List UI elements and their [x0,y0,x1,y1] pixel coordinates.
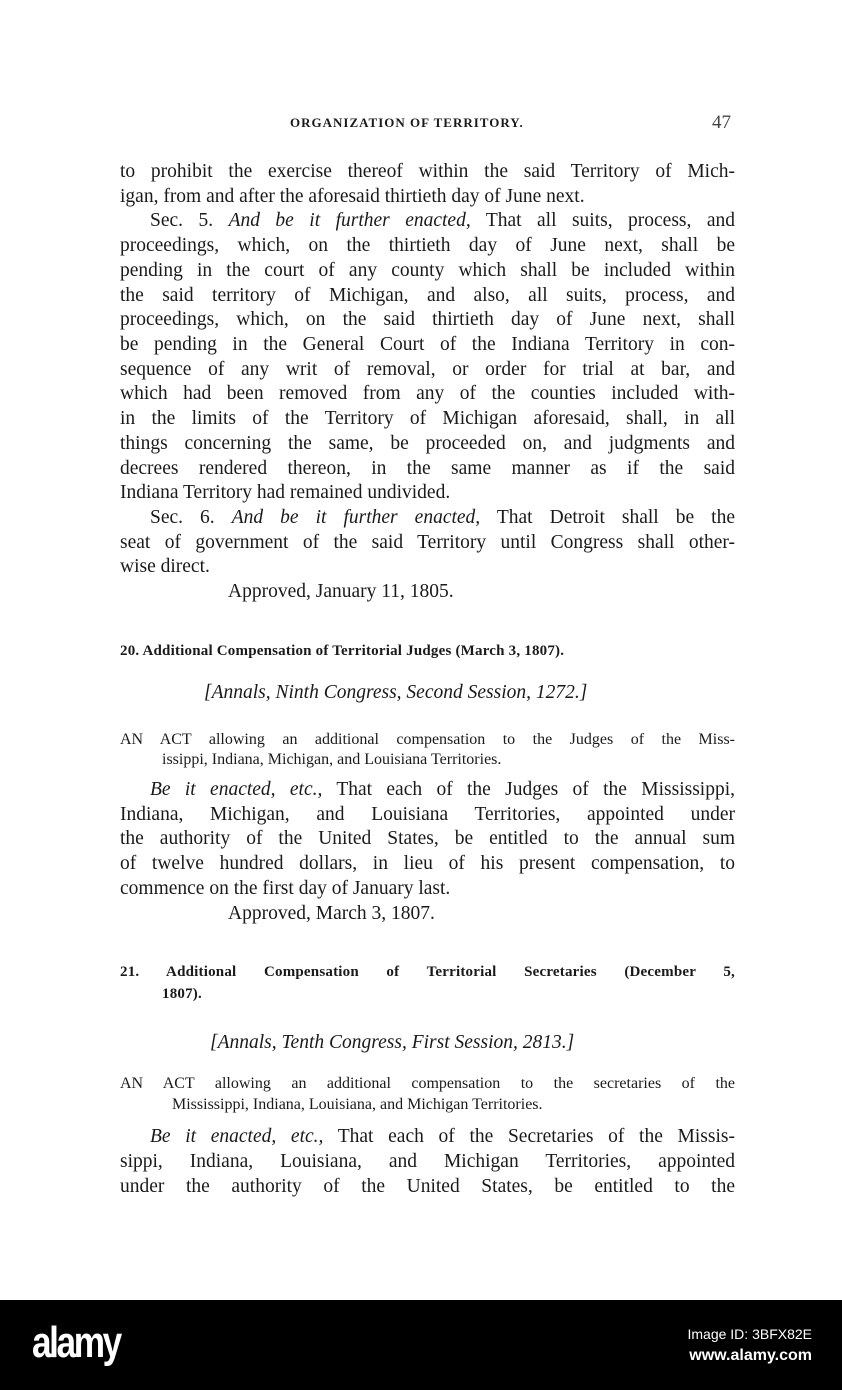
text-line: decrees rendered thereon, in the same manner as if the said [120,458,735,479]
approval-line: Approved, January 11, 1805. [228,581,454,602]
approval-line: Approved, March 3, 1807. [228,903,435,924]
text-run: That each of the Secretaries of the Missis- [337,1126,735,1147]
text-line: wise direct. [120,556,210,577]
page-number: 47 [712,112,731,133]
act-21-heading-cont: 1807). [162,986,202,1002]
section-6-first-line [150,506,735,530]
enacting-clause: Be it enacted, etc., [150,779,323,800]
text-line: commence on the first day of January last. [120,878,451,899]
act-20-heading: 20. Additional Compensation of Territorial Judges (March 3, 1807). [120,643,565,659]
act-20-citation: [Annals, Ninth Congress, Second Session, 1272.] [204,682,588,703]
text-line: sequence of any writ of removal, or order for trial at bar, and [120,359,735,380]
text-line: sippi, Indiana, Louisiana, and Michigan Territories, appointed [120,1151,735,1172]
act-21-citation: [Annals, Tenth Congress, First Session, 2813.] [210,1032,575,1053]
act-21-first-line [150,1125,735,1149]
enacting-clause: And be it further enacted, [228,210,471,231]
text-line: of twelve hundred dollars, in lieu of his present compensation, to [120,853,735,874]
section-5-first-line [150,209,735,233]
text-line: in the limits of the Territory of Michigan aforesaid, shall, in all [120,408,735,429]
watermark-url: www.alamy.com [689,1347,812,1364]
text-line: proceedings, which, on the thirtieth day of June next, shall be [120,235,735,256]
text-line: igan, from and after the aforesaid thirtieth day of June next. [120,186,585,207]
act-title-line: issippi, Indiana, Michigan, and Louisiana Territories. [162,751,502,768]
section-label: Sec. 5. [150,210,214,231]
text-line: Indiana Territory had remained undivided. [120,482,451,503]
image-id: Image ID: 3BFX82E [687,1326,812,1342]
alamy-logo: alamy [32,1318,120,1367]
text-line: be pending in the General Court of the Indiana Territory in con- [120,334,735,355]
text-line: to prohibit the exercise thereof within the said Territory of Mich- [120,161,735,182]
text-line: the said territory of Michigan, and also, all suits, process, and [120,285,735,306]
text-line: under the authority of the United States, be entitled to the [120,1176,735,1197]
text-line: proceedings, which, on the said thirtieth day of June next, shall [120,309,735,330]
enacting-clause: And be it further enacted, [231,507,481,528]
section-label: Sec. 6. [150,507,215,528]
text-line: seat of government of the said Territory until Congress shall other- [120,532,735,553]
act-21-heading: 21. Additional Compensation of Territorial Secretaries (December 5, [120,964,735,980]
text-line: pending in the court of any county which shall be included within [120,260,735,281]
text-run: That Detroit shall be the [496,507,736,528]
text-line: the authority of the United States, be entitled to the annual sum [120,828,735,849]
text-line: which had been removed from any of the counties included with- [120,383,735,404]
watermark-bar [0,1300,842,1390]
text-line: things concerning the same, be proceeded on, and judgments and [120,433,735,454]
text-run: That each of the Judges of the Mississippi, [336,779,736,800]
running-title: ORGANIZATION OF TERRITORY. [290,115,524,130]
text-run: That all suits, process, and [485,210,735,231]
act-20-first-line [150,778,735,802]
enacting-clause: Be it enacted, etc., [150,1126,324,1147]
text-line: Indiana, Michigan, and Louisiana Territories, appointed under [120,804,735,825]
act-title-line: AN ACT allowing an additional compensation to the Judges of the Miss- [120,731,735,748]
act-title-line: Mississippi, Indiana, Louisiana, and Michigan Territories. [172,1096,543,1113]
act-title-line: AN ACT allowing an additional compensation to the secretaries of the [120,1075,735,1092]
